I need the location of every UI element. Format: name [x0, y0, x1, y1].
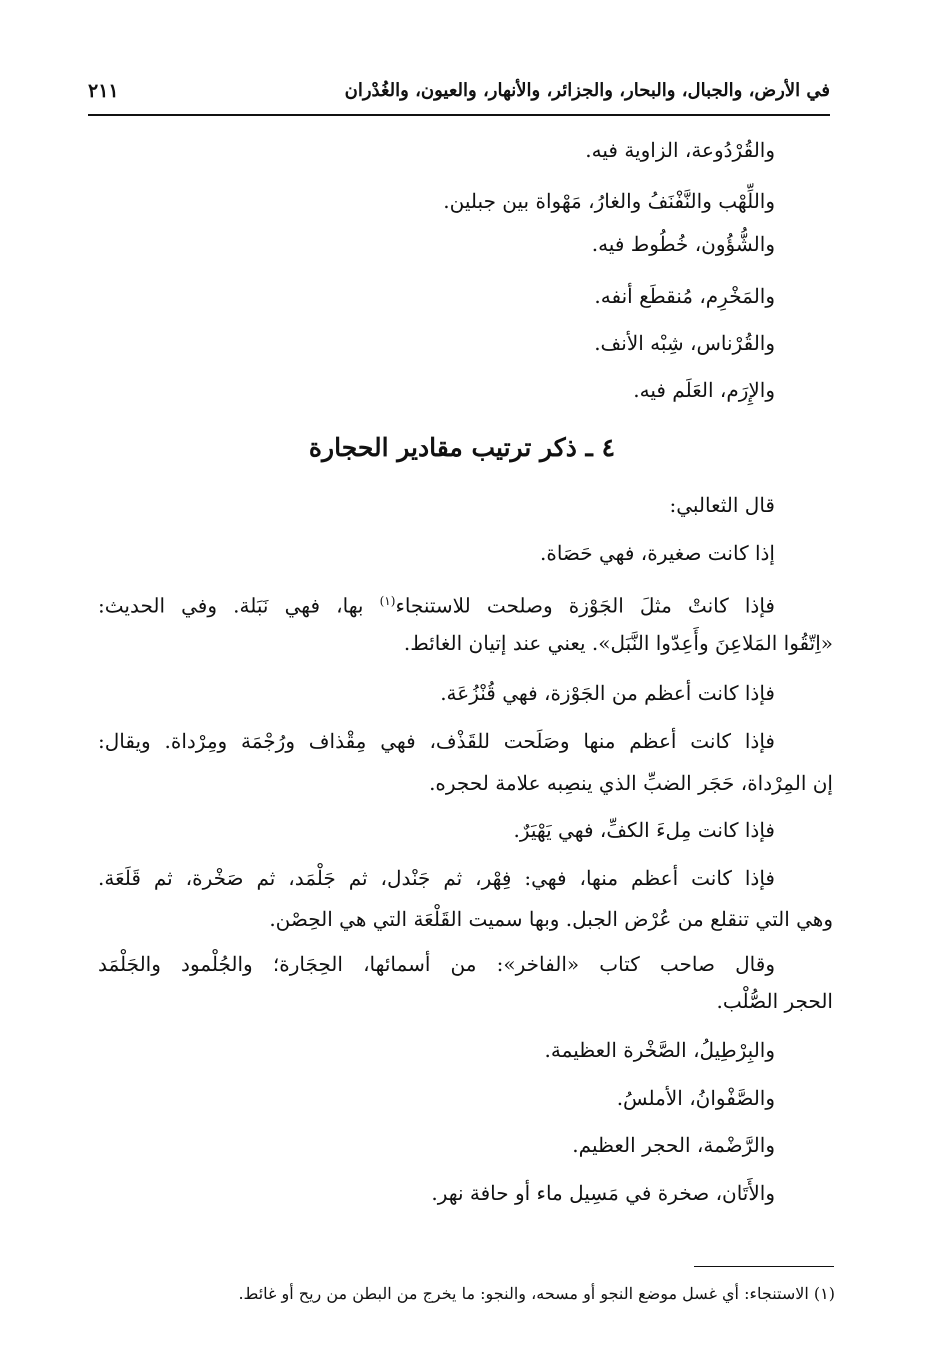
entry-line: واللِّهْب والنَّفْنَفُ والغارُ، مَهْواة بين جبلين. — [443, 189, 775, 213]
paragraph-line: إذا كانت صغيرة، فهي حَصَاة. — [540, 541, 775, 565]
entry-line: والقُرْدُوعة، الزاوية فيه. — [585, 138, 775, 162]
paragraph-line: «اِتّقُوا المَلاعِنَ وأَعِدّوا النَّبَل». يعني عند إتيان الغائط. — [403, 631, 833, 655]
footnote-separator — [694, 1266, 834, 1267]
footnote: (١) الاستنجاء: أي غسل موضع النجو أو مسحه، والنجو: ما يخرج من البطن من ريح أو غائط. — [238, 1284, 835, 1303]
paragraph-line: فإذا كانت أعظم منها، فهي: فِهْر، ثم جَنْدل، ثم جَلْمَد، ثم صَخْرة، ثم قَلَعَة. — [98, 866, 775, 890]
entry-line: والإِرَم، العَلَم فيه. — [633, 378, 775, 402]
paragraph-line: إن المِرْداة، حَجَر الضبِّ الذي ينصِبه علامة لحجره. — [429, 771, 833, 795]
paragraph-line: فإذا كانت أعظم من الجَوْزة، فهي قُنْزُعَة. — [440, 681, 775, 705]
paragraph-text: بها، فهي نَبَلة. وفي الحديث: — [98, 593, 380, 618]
paragraph-line — [98, 586, 775, 621]
paragraph-line: قال الثعالبي: — [669, 493, 775, 517]
entry-line: والبِرْطِيلُ، الصَّخْرة العظيمة. — [544, 1038, 775, 1062]
entry-line: والشُّؤُون، خُطُوط فيه. — [591, 232, 775, 256]
paragraph-line: فإذا كانت أعظم منها وصَلَحت للقَذْف، فهي مِقْذاف ورُجْمَة ومِرْداة. ويقال: — [98, 729, 775, 753]
paragraph-line: وهي التي تنقلع من عُرْض الجبل. وبها سميت القَلْعَة التي هي الحِصْن. — [269, 907, 833, 931]
entry-line: والمَخْرِم، مُنقطَع أنفه. — [594, 284, 775, 308]
entry-line: والرَّضْمة، الحجر العظيم. — [572, 1133, 775, 1157]
running-header — [88, 78, 830, 116]
paragraph-line: الحجر الصُّلْب. — [716, 989, 833, 1013]
header-title: في الأرض، والجبال، والبحار، والجزائر، والأنهار، والعيون، والغُدْران — [344, 80, 830, 101]
footnote-reference: (١) — [379, 594, 396, 608]
paragraph-line: وقال صاحب كتاب «الفاخر»: من أسمائها، الحِجَارة؛ والجُلْمود والجَلْمَد — [98, 952, 775, 976]
page-number: ٢١١ — [88, 80, 119, 102]
entry-line: والقُرْناس، شِبْه الأنف. — [594, 331, 775, 355]
entry-line: والصَّفْوانُ، الأملسُ. — [616, 1086, 775, 1110]
paragraph-text: فإذا كانتْ مثلَ الجَوْزة وصلحت للاستنجاء — [395, 593, 775, 618]
paragraph-line: فإذا كانت مِلءَ الكفِّ، فهي يَهْيَرٌ. — [513, 818, 775, 842]
section-heading: ٤ ـ ذكر ترتيب مقادير الحجارة — [308, 433, 615, 462]
entry-line: والأَتَان، صخرة في مَسِيل ماء أو حافة نهر. — [431, 1181, 775, 1205]
